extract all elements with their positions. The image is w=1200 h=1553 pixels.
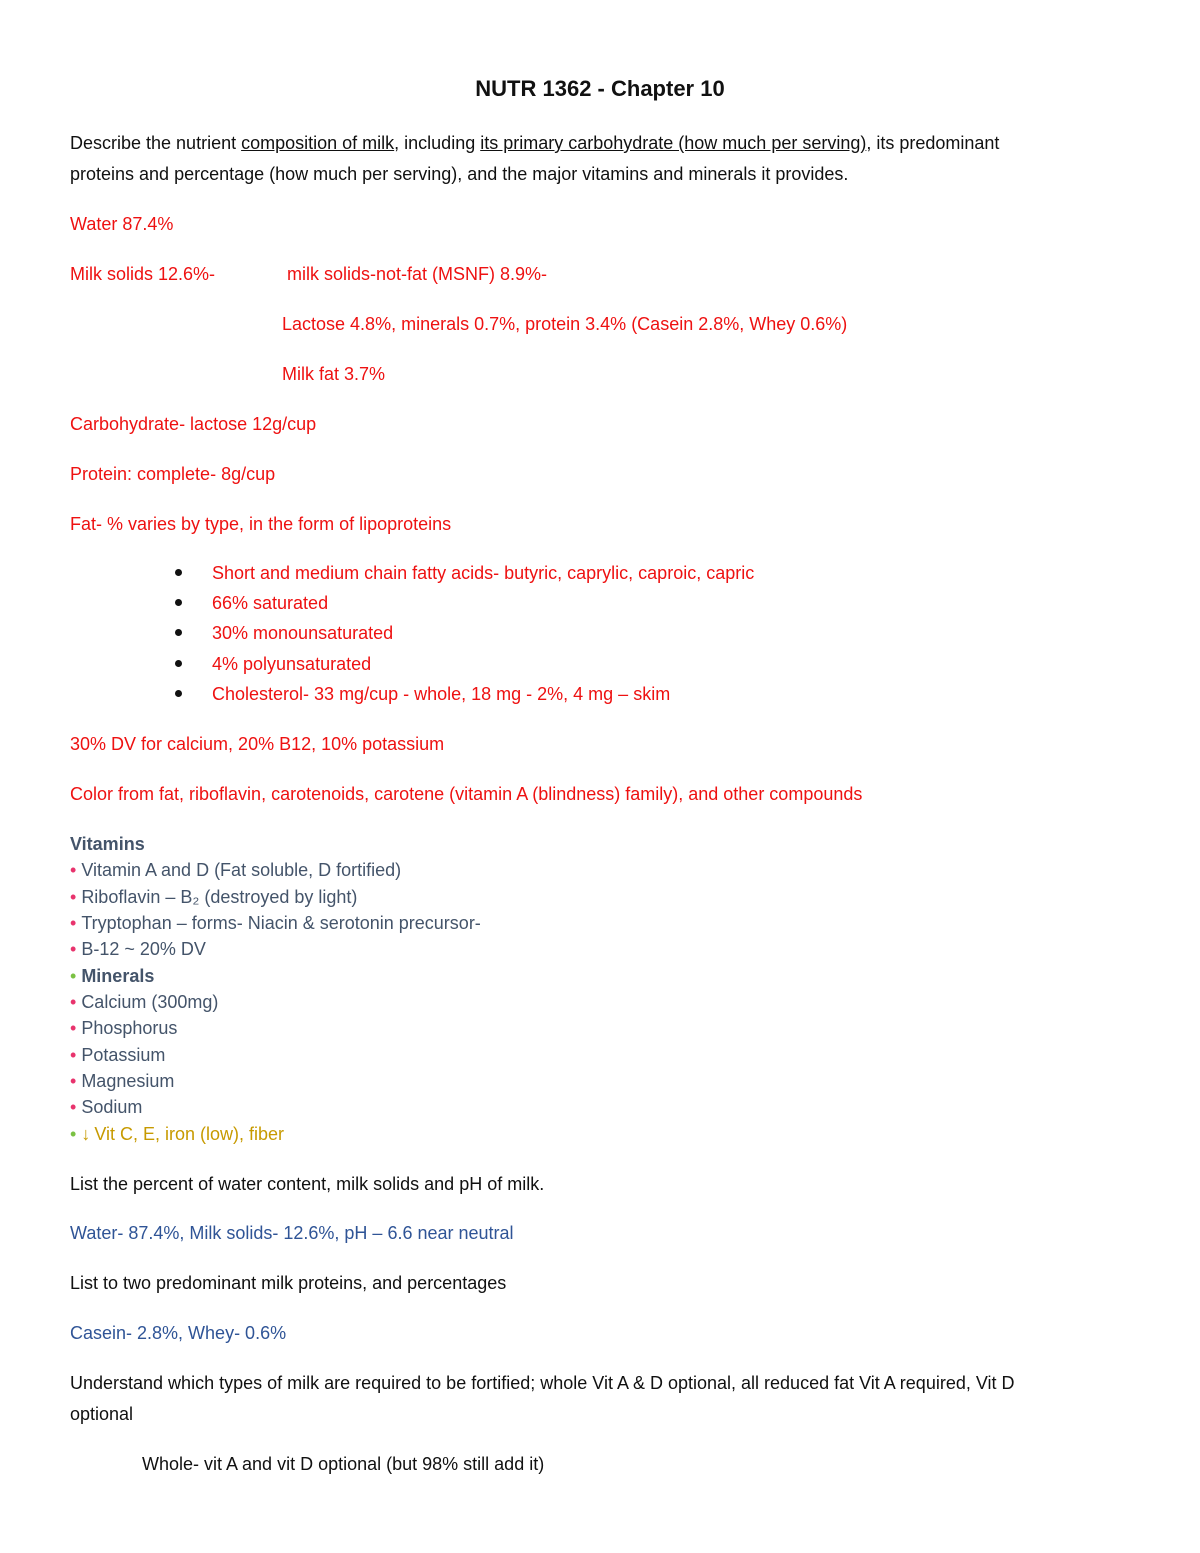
question4-line1: Understand which types of milk are required to be fortified; whole Vit A & D optional, all reduced fat Vit A required, Vit D — [70, 1373, 1015, 1393]
bullet-dot — [175, 690, 182, 697]
fat-bullet-item: Cholesterol- 33 mg/cup - whole, 18 mg - 2%, 4 mg – skim — [212, 684, 671, 704]
pink-bullet-icon: • — [70, 1045, 77, 1065]
minerals-heading-row — [70, 965, 154, 987]
low-nutrients-label: Vit C, E, iron (low), fiber — [94, 1124, 285, 1144]
fat-bullet-item: 4% polyunsaturated — [212, 654, 372, 674]
mineral-item — [70, 1044, 165, 1066]
pink-bullet-icon: • — [70, 913, 77, 933]
mineral-item — [70, 991, 218, 1013]
pink-bullet-icon: • — [70, 1097, 77, 1117]
vitamin-item — [70, 912, 481, 934]
mineral-item-label: Potassium — [81, 1045, 166, 1065]
question4-answer: Whole- vit A and vit D optional (but 98% still add it) — [142, 1454, 545, 1474]
fat-bullet-item: Short and medium chain fatty acids- butyric, caprylic, caproic, capric — [212, 563, 755, 583]
protein-line: Protein: complete- 8g/cup — [70, 464, 276, 484]
mineral-item-label: Calcium (300mg) — [81, 992, 219, 1012]
low-nutrients-item — [70, 1123, 284, 1145]
vitamin-item — [70, 859, 401, 881]
mineral-item — [70, 1017, 177, 1039]
question4-line2: optional — [70, 1404, 134, 1424]
question1-underline-carbohydrate: its primary carbohydrate (how much per serving) — [480, 133, 867, 153]
mineral-item — [70, 1070, 174, 1092]
question2-prompt: List the percent of water content, milk solids and pH of milk. — [70, 1174, 545, 1194]
vitamin-item-label: Vitamin A and D (Fat soluble, D fortified) — [81, 860, 402, 880]
page-title: NUTR 1362 - Chapter 10 — [475, 76, 725, 101]
lactose-line: Lactose 4.8%, minerals 0.7%, protein 3.4% (Casein 2.8%, Whey 0.6%) — [282, 314, 848, 334]
pink-bullet-icon: • — [70, 887, 77, 907]
mineral-item-label: Sodium — [81, 1097, 143, 1117]
fat-line: Fat- % varies by type, in the form of lipoproteins — [70, 514, 452, 534]
bullet-dot — [175, 629, 182, 636]
water-percent: Water 87.4% — [70, 214, 174, 234]
fat-bullet-item: 66% saturated — [212, 593, 329, 613]
question1-prefix: Describe the nutrient — [70, 133, 242, 153]
mineral-item-label: Magnesium — [81, 1071, 175, 1091]
vitamin-item-label: B-12 ~ 20% DV — [81, 939, 206, 959]
arrow-down-icon: ↓ — [81, 1124, 91, 1144]
pink-bullet-icon: • — [70, 1018, 77, 1038]
vitamin-item — [70, 886, 357, 908]
bullet-dot — [175, 569, 182, 576]
pink-bullet-icon: • — [70, 992, 77, 1012]
mineral-item — [70, 1096, 142, 1118]
question2-answer: Water- 87.4%, Milk solids- 12.6%, pH – 6.6 near neutral — [70, 1223, 514, 1243]
question1-line1 — [70, 132, 999, 154]
bullet-dot — [175, 599, 182, 606]
question3-prompt: List to two predominant milk proteins, and percentages — [70, 1273, 507, 1293]
color-line: Color from fat, riboflavin, carotenoids, carotene (vitamin A (blindness) family), and other compounds — [70, 784, 863, 804]
question3-answer: Casein- 2.8%, Whey- 0.6% — [70, 1323, 287, 1343]
bullet-dot — [175, 660, 182, 667]
green-bullet-icon: • — [70, 1124, 77, 1144]
minerals-heading: Minerals — [81, 966, 155, 986]
dv-line: 30% DV for calcium, 20% B12, 10% potassium — [70, 734, 445, 754]
milk-solids: Milk solids 12.6%- — [70, 264, 216, 284]
green-bullet-icon: • — [70, 966, 77, 986]
fat-bullet-item: 30% monounsaturated — [212, 623, 394, 643]
vitamin-item-label: Tryptophan – forms- Niacin & serotonin precursor- — [81, 913, 481, 933]
pink-bullet-icon: • — [70, 860, 77, 880]
vitamins-heading: Vitamins — [70, 834, 145, 854]
pink-bullet-icon: • — [70, 1071, 77, 1091]
vitamin-item — [70, 938, 206, 960]
question1-underline-composition: composition of milk — [241, 133, 395, 153]
question1-line2: proteins and percentage (how much per serving), and the major vitamins and minerals it provides. — [70, 164, 849, 184]
vitamin-item-label: Riboflavin – B₂ (destroyed by light) — [81, 887, 358, 907]
question1-mid: , including — [394, 133, 481, 153]
milk-fat: Milk fat 3.7% — [282, 364, 386, 384]
mineral-item-label: Phosphorus — [81, 1018, 178, 1038]
question1-tail: , its predominant — [866, 133, 1000, 153]
pink-bullet-icon: • — [70, 939, 77, 959]
carbohydrate-line: Carbohydrate- lactose 12g/cup — [70, 414, 317, 434]
msnf: milk solids-not-fat (MSNF) 8.9%- — [287, 264, 548, 284]
